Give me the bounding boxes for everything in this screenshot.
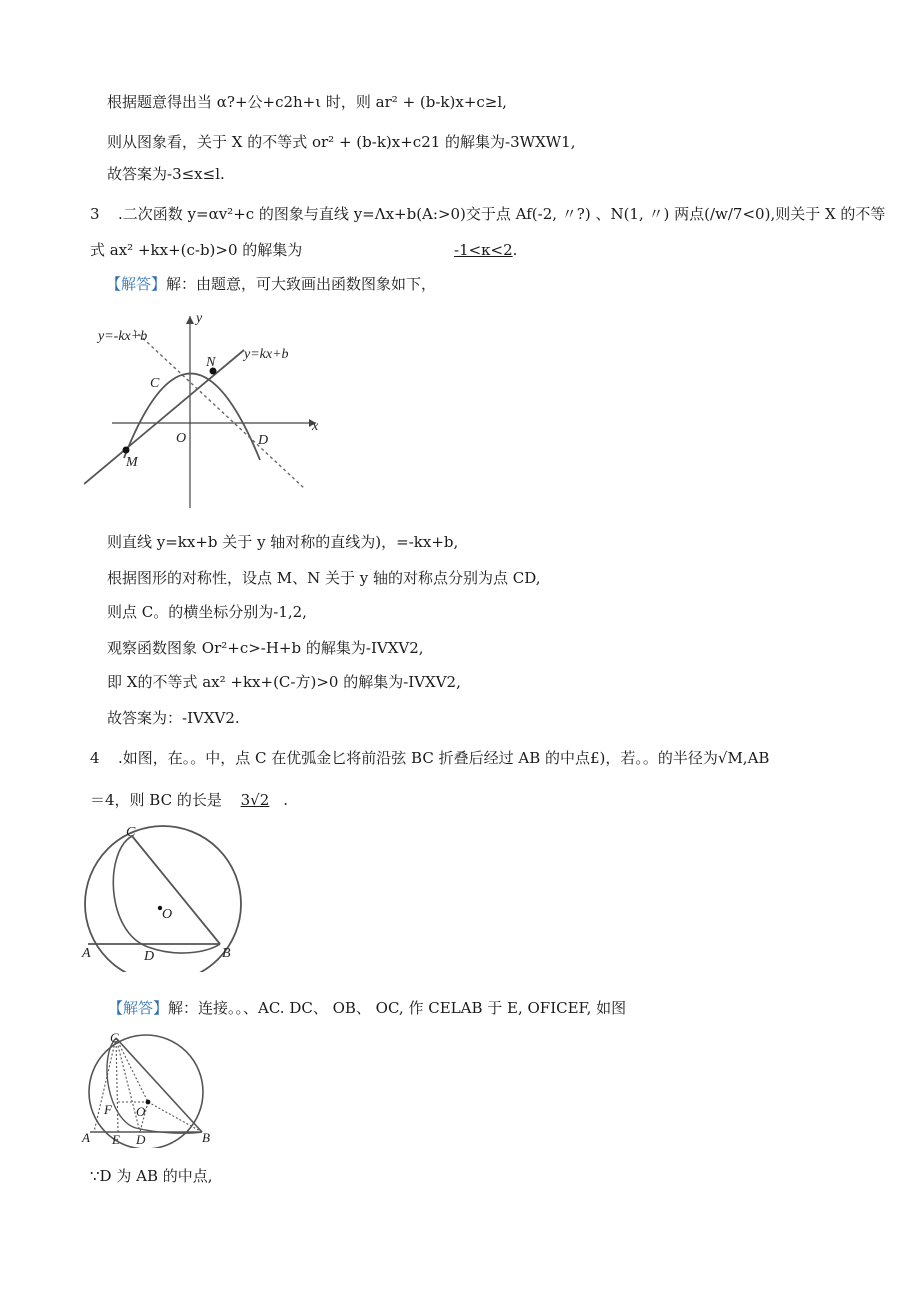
folded-arc xyxy=(113,836,220,953)
prev-solution-line-2: 则从图象看，关于 X 的不等式 or² + (b-k)x+c21 的解集为-3WXW1, xyxy=(107,133,576,151)
line-kx-plus-b xyxy=(84,350,244,484)
chord-BC xyxy=(132,836,220,944)
q4-construction-figure xyxy=(80,1028,220,1148)
label-E: E xyxy=(112,1132,120,1147)
label-A-2: A xyxy=(82,1130,90,1145)
q4-solution-text: 解：连接。。、AC. DC、 OB、 OC, 作 CELAB 于 E, OFICEF, 如图 xyxy=(168,999,627,1017)
segment-OB xyxy=(148,1102,202,1132)
q3-solution-step-2: 根据图形的对称性，设点 M、N 关于 y 轴的对称点分别为点 CD, xyxy=(107,569,541,587)
question-3-number: 3 xyxy=(90,205,100,223)
q4-solution-step-1: ∵D 为 AB 的中点, xyxy=(90,1167,213,1185)
question-4-number: 4 xyxy=(90,749,100,767)
prev-solution-line-3: 故答案为-3≤x≤l. xyxy=(107,165,225,183)
solution-intro-text: 解：由题意，可大致画出函数图象如下， xyxy=(166,275,437,293)
parabola-curve xyxy=(124,373,260,460)
label-line-pos: y=kx+b xyxy=(244,347,289,362)
point-M xyxy=(123,447,130,454)
q3-solution-step-3: 则点 C。的横坐标分别为-1,2, xyxy=(107,603,307,621)
question-3-stem-cont: 式 ax² +kx+(c-b)>0 的解集为 xyxy=(90,241,303,259)
y-axis-arrow-icon xyxy=(186,316,194,324)
label-C: C xyxy=(126,825,136,840)
prev-solution-line-1: 根据题意得出当 α?+公+c2h+ι 时，则 ar² + (b-k)x+c≥l, xyxy=(107,93,507,111)
label-y: y xyxy=(196,311,203,326)
label-O: O xyxy=(176,431,187,446)
center-point-O-2 xyxy=(146,1100,151,1105)
segment-CO xyxy=(116,1038,148,1102)
question-3-solution-intro xyxy=(106,274,436,294)
label-A: A xyxy=(82,946,91,961)
q3-function-graph xyxy=(84,308,324,513)
solution-tag: 【解答】 xyxy=(106,275,167,293)
label-C-2: C xyxy=(110,1030,119,1045)
q3-solution-step-6: 故答案为：-IVXV2. xyxy=(107,709,240,727)
question-4-answer-period: . xyxy=(283,791,289,809)
question-4-stem: .如图，在。。中，点 C 在优弧金匕将前沿弦 BC 折叠后经过 AB 的中点£)，若。。的半径为√M,AB xyxy=(118,749,770,767)
question-3-stem: .二次函数 y=αv²+c 的图象与直线 y=Λx+b(A:>0)交于点 Af(-2, 〃?) 、N(1, 〃) 两点(/w/7<0),则关于 X 的不等 xyxy=(118,205,886,223)
label-F: F xyxy=(104,1102,112,1117)
circle-O-2 xyxy=(89,1035,203,1148)
label-C: C xyxy=(150,376,160,391)
label-N: N xyxy=(206,355,216,370)
label-D: D xyxy=(258,433,269,448)
label-x: x xyxy=(312,419,319,434)
q4-solution-intro xyxy=(108,998,626,1018)
label-B-2: B xyxy=(202,1130,210,1145)
label-O: O xyxy=(162,907,173,922)
label-D: D xyxy=(144,949,155,964)
circle-O xyxy=(85,826,241,972)
question-4-answer: 3√2 xyxy=(240,791,270,809)
question-3-answer xyxy=(454,240,517,260)
chord-BC-2 xyxy=(116,1038,202,1132)
q4-solution-tag: 【解答】 xyxy=(108,999,169,1017)
question-3-answer-period: . xyxy=(512,241,518,259)
label-line-neg: y=-kx+b xyxy=(98,329,148,344)
q4-circle-figure xyxy=(78,822,258,972)
label-O-2: O xyxy=(136,1104,146,1119)
label-B: B xyxy=(222,946,231,961)
q3-solution-step-4: 观察函数图象 Or²+c>-H+b 的解集为-IVXV2, xyxy=(107,639,424,657)
q3-solution-step-1: 则直线 y=kx+b 关于 y 轴对称的直线为)，=-kx+b, xyxy=(107,533,459,551)
q3-solution-step-5: 即 X的不等式 ax² +kx+(C-方)>0 的解集为-IVXV2, xyxy=(107,673,461,691)
label-D-2: D xyxy=(136,1132,146,1147)
question-3-answer-value: -1<κ<2 xyxy=(454,241,513,259)
question-4-stem-cont xyxy=(90,790,288,810)
segment-CE xyxy=(116,1038,118,1132)
label-M: M xyxy=(126,455,138,470)
question-4-stem-prefix: ＝4，则 BC 的长是 xyxy=(90,791,222,809)
